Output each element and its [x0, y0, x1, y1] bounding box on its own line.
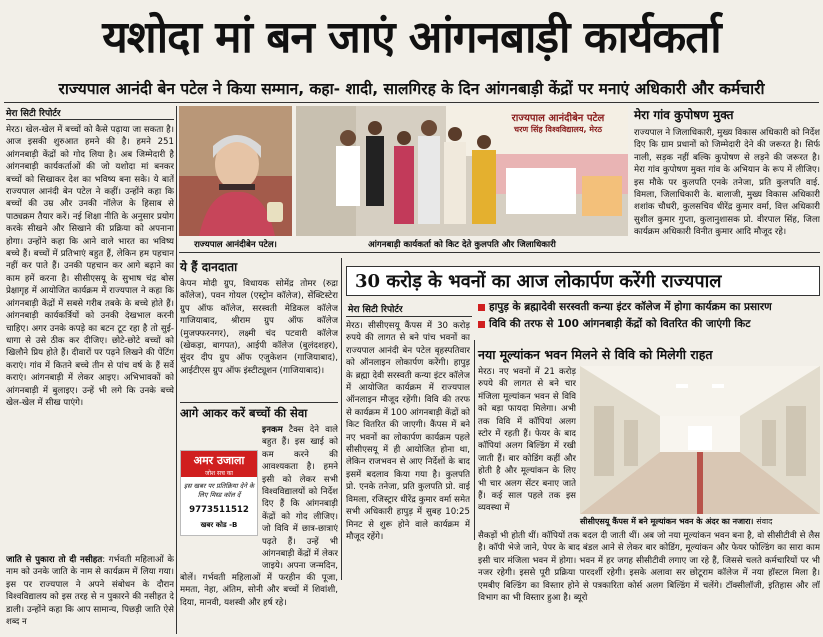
donors-body: केपन मोदी ग्रुप, विधायक सोमेंद्र तोमर (रुद्रा कॉलेज), पवन गोयल (एस्ट्रोन कॉलेज), सेंक्टिस्टेरा ग्रुप ऑफ कॉलेज, सरस्वती मेडिकल कॉलेज गाजियाबाद, श्रीराम ग्रुप ऑफ कॉलेज (मुजफ्फरनगर), लक्ष्मी चंद पटवारी कॉलेज (खेकड़ा, बागपत), आईपी कॉलेज (बुलंदशहर), सुंदर दीप ग्रुप ऑफ एजुकेशन (गाजियाबाद), आईटीएस ग्रुप ऑफ इंस्टीट्यूशन (गाजियाबाद)।: [180, 279, 338, 376]
column-divider: [474, 340, 475, 540]
donors-heading: ये हैं दानदाता: [180, 260, 238, 274]
story3-body-full-text: सैकड़ों भी होती थीं। कॉपियों तक बदल दी जाती थीं। अब जो नया मूल्यांकन भवन बना है, वो सीसीटीवी से लैस है। कॉपी भेजे जाने, पेपर के बाद बंडल आने से लेकर बार कोडिंग, मूल्यांकन और फेयर फोल्डिंग का सारा काम इसी चार मंजिला भवन में होगा। भवन में हर जगह सीसीटीवी लगाए जा रहे हैं, जिससे चलते कर्मचारियों पर भी नजर रहेगी। इससे पूरी प्रक्रिया पारदर्शी रहेगी। इसके अलावा सर छोटूराम कॉलेज में नया हॉस्टल मिला है। एमबीए बिल्डिंग का विस्तार होने से पत्रकारिता कोर्स अलग बिल्डिंग में चलेंगे। टॉक्सीलॉजी, इतिहास और लॉ विभाग का भी विस्तार हुआ है।: [478, 531, 820, 604]
building-photo-illustration: [580, 366, 820, 514]
column-divider: [341, 258, 342, 580]
missed-call-ad: [180, 450, 258, 536]
byline: मेरा सिटी रिपोर्टर: [6, 109, 61, 119]
divider: [6, 119, 174, 120]
building-caption: सीसीएसयू कैंपस में बने मूल्यांकन भवन के अंदर का नजारा।: [580, 517, 754, 526]
bullet-text: हापुड़ के ब्रह्मादेवी सरस्वती कन्या इंटर कॉलेज में होगा कार्यक्रम का प्रसारण: [489, 301, 772, 313]
sub-headline: राज्यपाल आनंदी बेन पटेल ने किया सम्मान, कहा- शादी, सालगिरह के दिन आंगनबाड़ी केंद्रों पर मनाएं अधिकारी और कर्मचारी: [58, 80, 765, 98]
governor-caption: राज्यपाल आनंदीबेन पटेल।: [194, 240, 277, 250]
bullet-text: विवि की तरफ से 100 आंगनबाड़ी केंद्रों को वितरित की जाएंगी किट: [489, 318, 751, 330]
divider: [346, 316, 472, 317]
story3-body: मेरठ। नए भवनों में 21 करोड़ रुपये की लागत से बने चार मंजिला मूल्यांकन भवन से विवि को बड़ा फायदा मिलेगा। अभी तक विवि में कॉपियां अलग स्टोर में रहती हैं। फेयर के बाद कॉपियां अलग बिल्डिंग में रखी जाती हैं। बार कोडिंग कहीं और होती है और मूल्यांकन के लिए भी चार अलग सेंटर बनाए जाते हैं। कई साल पहले तक इस व्यवस्था में: [478, 367, 576, 514]
divider: [179, 252, 820, 253]
banner-text: राज्यपाल आनंदीबेन पटेल: [511, 113, 605, 124]
divider: [180, 402, 338, 403]
story2-headline: 30 करोड़ के भवनों का आज लोकार्पण करेंगी राज्यपाल: [355, 271, 722, 292]
right-column-body: राज्यपाल ने जिलाधिकारी, मुख्य विकास अधिकारी को निर्देश दिए कि ग्राम प्रधानों को जिम्मेदारी देने की जरूरत है। सिर्फ नाली, सड़क नहीं बल्कि कुपोषण से लड़ने की जरूरत है। मेरा गांव कुपोषण मुक्त गांव के अभियान के रूप में लीजिए। इस मौके पर कुलपति एनके तनेजा, प्रति कुलपति वाई. विमला, जिलाधिकारी के. बालाजी, मुख्य विकास अधिकारी शशांक चौधरी, कुलसचिव धीरेंद्र कुमार वर्मा, वित्त अधिकारी सुशील कुमार गुप्ता, कुलानुशासक प्रो. वीरपाल सिंह, जिला कार्यक्रम अधिकारी विनीत कुमार आदि मौजूद रहे।: [634, 128, 820, 238]
subsection-body: : गर्भवती महिलाओं के नाम को उनके जाति के नाम से कार्यक्रम में लिया गया। इस पर राज्यपाल ने अपने संबोधन के दौरान विश्वविद्यालय को इस तरह से न पुकारने की नसीहत दे डाली। उन्होंने कहा कि आप सामान्य, पिछड़ी जाति ऐसे शब्द न: [6, 555, 174, 628]
ad-code: खबर कोड -B: [200, 521, 238, 529]
building-credit: संवाद: [756, 517, 773, 526]
governor-photo: [179, 106, 292, 236]
story3-headline-wrap: [478, 346, 820, 363]
story3-body-full: [478, 530, 820, 634]
donors-section: [180, 258, 338, 402]
kit-photo: [296, 106, 628, 236]
come-forward-text: टैक्स देने वाले बहुत हैं। इस खाई को कम करने की आवश्यकता है। हमने इसी को लेकर सभी विश्वविद्यालयों को निर्देश दिए हैं कि आंगनबाड़ी केंद्रों को गोद लीजिए। जो विवि में छात्र-छात्राएं पढ़ते हैं। उन्हें भी आंगनबाड़ी केंद्रों में लेकर जाइये। अपना जन्मदिन,: [262, 425, 338, 572]
building-photo: [580, 366, 820, 514]
story2-bullet: [478, 300, 820, 314]
article-body: मेरठ। खेल-खेल में बच्चों को कैसे पढ़ाया जा सकता है। आज इसकी शुरुआत हमने की है। हमने 251 आंगनबाड़ी केंद्रों को गोद लिया है। अब जिम्मेदारी है आंगनबाड़ी कार्यकर्ताओं की जो यशोदा मां बनकर बच्चों को सिखाकर देश का भविष्य बना सके। ये बातें राज्यपाल आनंदी बेन पटेल ने कहीं। उन्होंने कहा कि बच्चों की उम्र और उनकी नॉलेज के हिसाब से पाठ्यक्रम तैयार करें। नई शिक्षा नीति के अनुसार प्रयोग करके सीखने और सिखाने की प्रक्रिया को अपनाना होगा। उन्होंने कहा कि आने वाले भारत का भविष्य बच्चे हैं। बच्चों में प्रतिभाएं बहुत हैं, लेकिन हम पहचान नहीं कर पाते हैं। उनकी पहचान कर आगे बढ़ाने का काम हमें करना है। सीसीएसयू के सुभाष चंद्र बोस प्रेक्षागृह में आयोजित कार्यक्रम में राज्यपाल ने कहा कि आंगनबाड़ी केंद्रों में सबसे गरीब तबके के बच्चे होते हैं। आंगनबाड़ी कार्यकर्त्रियों को उनकी देखभाल करनी चाहिए। अगर उनके कपड़े का बटन टूट रहा है तो सुई-धागा से उसे ठीक कर दीजिए। छोटे-छोटे बच्चों को खिलौने प्रिय होते हैं। दीवारों पर पढ़ने लिखने की पेंटिंग कराएं। गांव में कितने बच्चे तीन से पांच वर्ष के हैं सर्वे कराएं। आंगनबाड़ी में लेकर आइए। अभिभावकों को आंगनबाड़ी में बुलाइए। उन्हें भी लगे कि उनके बच्चे खेल-खेल में सीख पाएंगे।: [6, 125, 174, 408]
building-caption-wrap: [580, 516, 820, 527]
bullet-icon: [478, 321, 485, 328]
right-column-heading: मेरा गांव कुपोषण मुक्त: [634, 108, 734, 122]
bullet-icon: [478, 304, 485, 311]
come-forward-lead: इनकम: [262, 425, 283, 435]
story2-headline-box: [346, 266, 820, 296]
story2-bullet: [478, 317, 820, 331]
come-forward-section: [180, 406, 338, 421]
ad-line-1: इस खबर पर प्रतिक्रिया देने के: [183, 482, 255, 490]
ad-brand: अमर उजाला: [181, 451, 257, 469]
story2-byline: मेरा सिटी रिपोर्टर: [348, 305, 403, 315]
story2-body: मेरठ। सीसीएसयू कैंपस में 30 करोड़ रुपये की लागत से बने पांच भवनों का राज्यपाल आनंदी बेन पटेल बृहस्पतिवार को ऑनलाइन लोकार्पण करेंगी। हापुड़ के ब्रह्मा देवी सरस्वती कन्या इंटर कॉलेज में आयोजित कार्यक्रम में राज्यपाल ऑनलाइन मौजूद रहेंगी। विवि की तरफ से कार्यक्रम में 100 आंगनबाड़ी केंद्रों को किट वितरित की जाएगी। कैंपस में बने नए भवनों का लोकार्पण कार्यक्रम पहले सीसीएसयू में ही आयोजित होना था, लेकिन राजभवन से आए निर्देशों के बाद इसमें बदलाव किया गया है। कुलपति प्रो. एनके तनेजा, प्रति कुलपति प्रो. वाई विमला, रजिस्ट्रार धीरेंद्र कुमार वर्मा समेत सभी अधिकारी हापुड़ में सुबह 10:25 मिनट से शुरू होने वाले कार्यक्रम में मौजूद रहेंगे।: [346, 321, 470, 542]
story2-bullets: [478, 300, 820, 331]
divider: [4, 102, 819, 103]
main-headline: यशोदा मां बन जाएं आंगनबाड़ी कार्यकर्ता: [102, 12, 721, 63]
come-forward-tail: बोलें। गर्भवती महिलाओं में फरहीन की पूजा, ममता, नेहा, अंतिम, सोनी और बच्चों में शिवांशी, दिया, मानवी, यशस्वी और हर्ष रहे।: [180, 573, 338, 608]
kit-caption: आंगनबाड़ी कार्यकर्ता को किट देते कुलपति और जिलाधिकारी: [368, 240, 556, 250]
right-column: [634, 106, 820, 247]
ad-line-2: लिए मिस्ड कॉल दें: [197, 491, 241, 499]
article-subsection: [6, 554, 174, 637]
come-forward-heading: आगे आकर करें बच्चों की सेवा: [180, 406, 308, 420]
story3-headline: नया मूल्यांकन भवन मिलने से विवि को मिलेगी राहत: [478, 347, 713, 362]
column-divider: [176, 106, 177, 634]
story3-credit: ब्यूरो: [573, 593, 588, 604]
ad-tagline: जोश सच का: [181, 469, 257, 477]
left-column: [6, 106, 174, 628]
ad-phone[interactable]: 9773511512: [189, 505, 249, 515]
governor-photo-illustration: [179, 106, 292, 236]
subsection-heading: जाति से पुकारा तो दी नसीहत: [6, 555, 103, 565]
banner-text-2: चरण सिंह विश्वविद्यालय, मेरठ: [513, 125, 603, 134]
